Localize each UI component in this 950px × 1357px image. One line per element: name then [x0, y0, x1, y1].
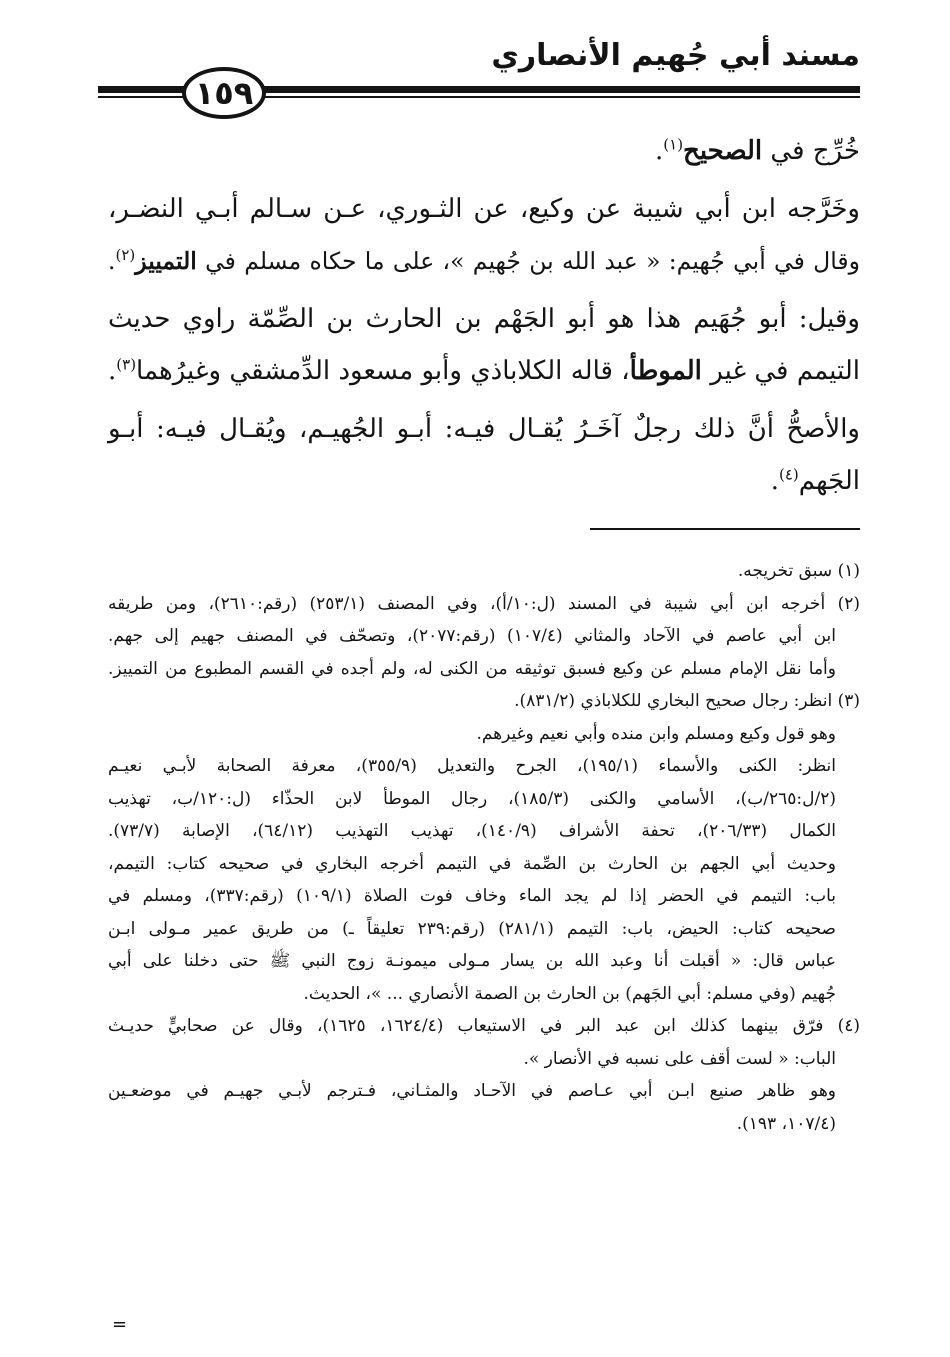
running-title: مسند أبي جُهيم الأنصاري — [491, 38, 860, 73]
main-line — [108, 345, 860, 397]
book-title: الصحيح — [683, 136, 763, 166]
footnote-ref: (٤) — [779, 465, 799, 484]
main-line — [108, 235, 860, 287]
main-line — [108, 293, 860, 345]
footnote-line: صحيحه كتاب: الحيض، باب: التيمم (٢٨١/١) (رقم:٢٣٩ تعليقاً ـ) من طريق عمير مـولى ابـن — [108, 918, 836, 939]
footnote-line: (٢/ل:٢٦٥/ب)، الأسامي والكنى (١٨٥/٣)، رجال الموطأ لابن الحذّاء (ل:١٢٠/ب، تهذيب — [108, 788, 836, 809]
footnote-line: (١) سبق تخريجه. — [737, 561, 860, 581]
main-line — [108, 403, 860, 455]
footnote-line: جُهيم (وفي مسلم: أبي الجَهم) بن الحارث بن الصمة الأنصاري ... »، الحديث. — [303, 983, 836, 1004]
footnote-line: وهو ظاهر صنيع ابـن أبي عـاصم في الآحـاد والمثـاني، فـترجم لأبـي جهيـم في موضعـين — [108, 1081, 836, 1101]
text-run: . — [770, 466, 779, 496]
footnote-line: الكمال (٢٠٦/٣٣)، تحفة الأشراف (١٤٠/٩)، تهذيب التهذيب (٦٤/١٢)، الإصابة (٧٣/٧). — [108, 821, 836, 841]
footnote-ref: (٢) — [115, 246, 136, 265]
footnotes — [108, 555, 860, 1140]
main-line — [108, 183, 860, 235]
text-run: التيمم في غير — [701, 356, 860, 386]
main-line — [108, 125, 860, 177]
footnote-line: عباس قال: « أقبلت أنا وعبد الله بن يسار مـولى ميمونـة زوج النبي ﷺ حتى دخلنا على أبي — [108, 951, 836, 971]
footnote-line: ابن أبي عاصم في الآحاد والمثاني (١٠٧/٤) (رقم:٢٠٧٧)، وتصحّف في المصنف جهيم إلى جهم. — [108, 626, 837, 646]
footnote-line: انظر: الكنى والأسماء (١٩٥/١)، الجرح والتعديل (٣٥٥/٩)، معرفة الصحابة لأبـي نعيـم — [108, 756, 836, 776]
footnote-line: (١٠٧/٤، ١٩٣). — [736, 1113, 836, 1134]
footnote-ref: (١) — [663, 135, 684, 154]
text-run: وقال في أبي جُهيم: « عبد الله بن جُهيم »، على ما حكاه مسلم في — [196, 247, 860, 275]
text-run: الجَهم — [798, 466, 860, 496]
text-run: خُرِّج في — [762, 136, 860, 166]
text-run: . — [108, 356, 117, 386]
continuation-mark: = — [112, 1314, 128, 1335]
main-text — [108, 125, 860, 507]
text-run: . — [655, 136, 664, 166]
text-run: ، قاله الكلاباذي وأبو مسعود الدِّمشقي وغيرُهما — [136, 356, 630, 386]
footnote-separator — [590, 528, 860, 530]
book-title: التمييز — [135, 247, 197, 275]
footnote-line: (٢) أخرجه ابن أبي شيبة في المسند (ل:١٠/أ)، وفي المصنف (٢٥٣/١) (رقم:٢٦١٠)، ومن طريقه — [108, 593, 860, 614]
text-run: وقيل: أبو جُهَيم هذا هو أبو الجَهْم بن الحارث بن الصِّمّة راوي حديث — [108, 304, 860, 334]
footnote-line: (٣) انظر: رجال صحيح البخاري للكلاباذي (٨٣١/٢). — [514, 691, 860, 711]
footnote-line: وحديث أبي الجهم بن الحارث بن الصِّمة في التيمم أخرجه البخاري في صحيحه كتاب: التيمم، — [108, 853, 836, 874]
page-number: ١٥٩ — [182, 67, 266, 119]
text-run: . — [108, 247, 116, 275]
footnote-line: وأما نقل الإمام مسلم عن وكيع فسبق توثيقه من الكنى له، ولم أجده في القسم المطبوع من التمييز. — [108, 658, 836, 679]
footnote-ref: (٣) — [116, 355, 137, 374]
footnote-line: وهو قول وكيع ومسلم وابن منده وأبي نعيم وغيرهم. — [476, 723, 836, 744]
text-run: والأصحُّ أنَّ ذلك رجلٌ آخَـرُ يُقـال فيـه: أبـو الجُهيـم، ويُقـال فيـه: أبـو — [108, 414, 860, 444]
text-run: وخَرَّجه ابن أبي شيبة عن وكيع، عن الثـوري، عـن سـالم أبـي النضـر، — [108, 194, 860, 224]
book-title: الموطأ — [629, 356, 702, 386]
footnote-line: الباب: « لست أقف على نسبه في الأنصار ». — [523, 1048, 836, 1069]
footnote-line: (٤) فرّق بينهما كذلك ابن عبد البر في الاستيعاب (١٦٢٤/٤، ١٦٢٥)، وقال عن صحابيٍّ حديـث — [108, 1016, 861, 1036]
footnote-line: باب: التيمم في الحضر إذا لم يجد الماء وخاف فوت الصلاة (١٠٩/١) (رقم:٣٣٧)، ومسلم في — [108, 886, 836, 906]
main-line — [108, 455, 860, 507]
